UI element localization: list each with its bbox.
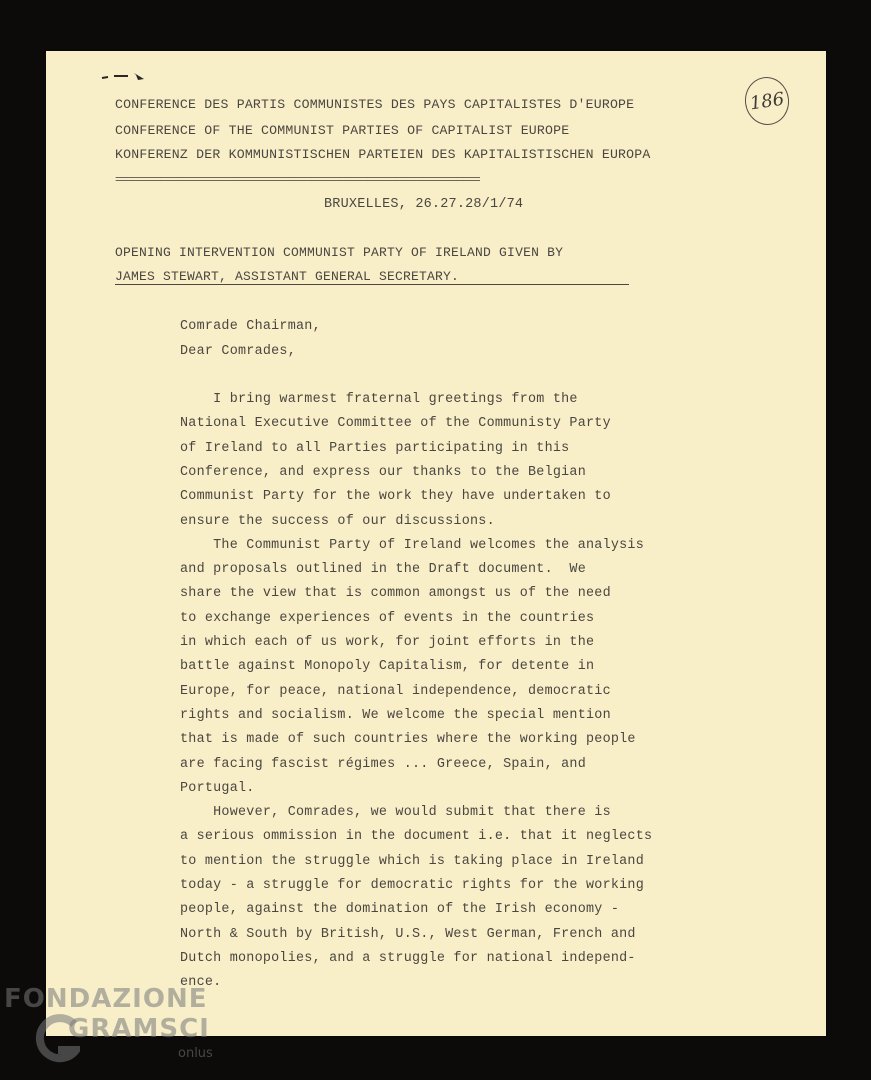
body-line: to mention the struggle which is taking place in Ireland (180, 853, 644, 869)
title-line-1: OPENING INTERVENTION COMMUNIST PARTY OF IRELAND GIVEN BY (115, 245, 564, 260)
body-line: However, Comrades, we would submit that there is (180, 805, 611, 821)
body-line: Europe, for peace, national independence, democratic (180, 683, 611, 699)
body-line: Dutch monopolies, and a struggle for national independ- (180, 950, 636, 966)
body-line: rights and socialism. We welcome the special mention (180, 707, 611, 723)
watermark-line-2: GRAMSCI (68, 1014, 210, 1044)
page-number: 186 (748, 88, 786, 114)
body-line: National Executive Committee of the Communisty Party (180, 416, 611, 432)
body-line: ence. (180, 975, 222, 991)
body-line: Communist Party for the work they have undertaken to (180, 489, 611, 505)
body-line: battle against Monopoly Capitalism, for detente in (180, 659, 595, 675)
header-line-french: CONFERENCE DES PARTIS COMMUNISTES DES PAYS CAPITALISTES D'EUROPE (115, 97, 635, 112)
body-line: ensure the success of our discussions. (180, 513, 495, 529)
body-line: I bring warmest fraternal greetings from the (180, 392, 578, 407)
salutation-line: Dear Comrades, (180, 344, 296, 359)
salutation-line: Comrade Chairman, (180, 319, 321, 334)
fondazione-gramsci-watermark (4, 984, 244, 1080)
body-line: Conference, and express our thanks to the Belgian (180, 464, 586, 480)
body-line: and proposals outlined in the Draft document. We (180, 562, 586, 578)
watermark-line-3: onlus (178, 1046, 213, 1061)
body-line: in which each of us work, for joint efforts in the (180, 635, 595, 650)
body-line: that is made of such countries where the working people (180, 732, 636, 748)
header-rule: ================================================================= (115, 173, 480, 187)
dateline: BRUXELLES, 26.27.28/1/74 (324, 197, 524, 212)
body-line: share the view that is common amongst us of the need (180, 586, 611, 602)
body-line: of Ireland to all Parties participating in this (180, 440, 570, 456)
body-line: North & South by British, U.S., West German, French and (180, 926, 636, 942)
body-line: are facing fascist régimes ... Greece, Spain, and (180, 756, 586, 772)
body-line: The Communist Party of Ireland welcomes the analysis (180, 537, 644, 553)
watermark-line-1: FONDAZIONE (4, 984, 208, 1014)
title-underline (115, 284, 629, 285)
pen-mark (100, 70, 148, 84)
body-line: a serious ommission in the document i.e. that it neglects (180, 829, 653, 845)
header-line-german: KONFERENZ DER KOMMUNISTISCHEN PARTEIEN DES KAPITALISTISCHEN EUROPA (115, 147, 651, 162)
body-line: Portugal. (180, 780, 255, 796)
header-line-english: CONFERENCE OF THE COMMUNIST PARTIES OF CAPITALIST EUROPE (115, 123, 570, 138)
title-line-2: JAMES STEWART, ASSISTANT GENERAL SECRETARY. (115, 269, 460, 284)
body-line: people, against the domination of the Irish economy - (180, 902, 620, 918)
body-line: today - a struggle for democratic rights for the working (180, 878, 644, 893)
body-line: to exchange experiences of events in the countries (180, 610, 595, 626)
